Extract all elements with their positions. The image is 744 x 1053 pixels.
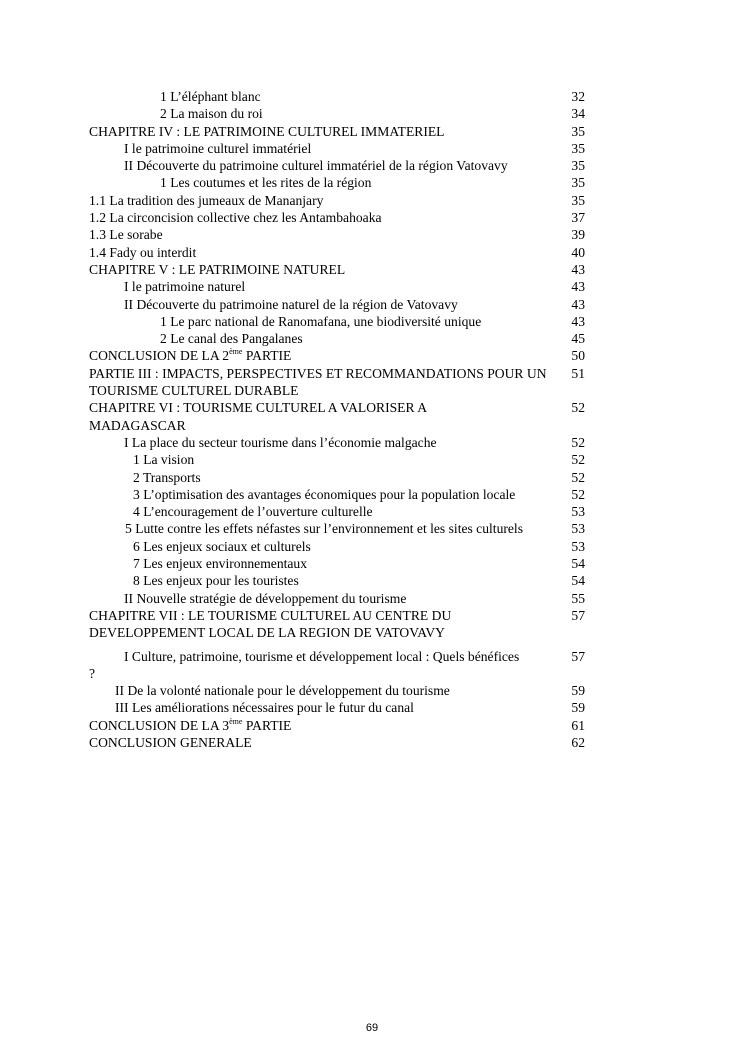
toc-entry-title: CHAPITRE VI : TOURISME CULTUREL A VALORISER A MADAGASCAR [89, 400, 427, 433]
toc-entry-page: 43 [571, 279, 585, 295]
toc-entry-page: 35 [571, 175, 585, 191]
toc-entry-page: 35 [571, 158, 585, 174]
toc-entry [89, 607, 609, 642]
toc-entry [89, 278, 609, 295]
toc-entry-page: 51 [571, 365, 585, 381]
toc-entry [89, 123, 609, 140]
toc-entry [89, 399, 609, 434]
toc-entry-page: 35 [571, 123, 585, 139]
toc-entry-title: I le patrimoine culturel immatériel [124, 140, 312, 156]
toc-entry-title: 7 Les enjeux environnementaux [133, 556, 308, 572]
toc-entry-title: II Découverte du patrimoine culturel immatériel de la région Vatovavy [124, 158, 508, 174]
toc-entry-title: 1 Le parc national de Ranomafana, une biodiversité unique [160, 313, 482, 329]
toc-entry-title: I le patrimoine naturel [124, 279, 246, 295]
toc-entry-page: 59 [571, 700, 585, 716]
toc-entry [89, 244, 609, 261]
toc-entry [89, 648, 609, 683]
toc-entry-title: CONCLUSION GENERALE [89, 734, 252, 750]
toc-entry [89, 209, 609, 226]
toc-entry-page: 40 [571, 244, 585, 260]
toc-entry-title: 1.3 Le sorabe [89, 227, 163, 243]
toc-entry [89, 192, 609, 209]
toc-entry [89, 503, 609, 520]
toc-entry-title: 2 Le canal des Pangalanes [160, 331, 303, 347]
toc-entry-title: 8 Les enjeux pour les touristes [133, 573, 299, 589]
toc-entry-page: 34 [571, 106, 585, 122]
toc-entry [89, 699, 609, 716]
toc-entry-title: 1 L’éléphant blanc [160, 89, 261, 104]
toc-entry [89, 572, 609, 589]
toc-entry [89, 734, 609, 751]
toc-entry-title: 1.4 Fady ou interdit [89, 244, 197, 260]
toc-entry-page: 62 [571, 734, 585, 750]
toc-entry [89, 590, 609, 607]
toc-entry [89, 434, 609, 451]
toc-entry [89, 538, 609, 555]
toc-entry-title: 1 Les coutumes et les rites de la région [160, 175, 372, 191]
toc-entry [89, 682, 609, 699]
toc-entry-title: 1.1 La tradition des jumeaux de Mananjary [89, 192, 324, 208]
toc-entry-page: 57 [571, 648, 585, 664]
toc-entry-page: 52 [571, 452, 585, 468]
toc-entry-page: 54 [571, 556, 585, 572]
toc-entry-title: II De la volonté nationale pour le développement du tourisme [115, 683, 450, 699]
toc-entry [89, 520, 609, 537]
toc-entry-page: 59 [571, 683, 585, 699]
toc-entry-title: I Culture, patrimoine, tourisme et développement local : Quels bénéfices ? [89, 648, 520, 681]
toc-entry-title: 4 L’encouragement de l’ouverture culturelle [133, 504, 373, 520]
toc-entry [89, 347, 609, 364]
toc-entry-page: 50 [571, 348, 585, 364]
toc-entry [89, 226, 609, 243]
toc-entry-page: 45 [571, 331, 585, 347]
toc-entry-title: 2 La maison du roi [160, 106, 263, 122]
toc-entry-title: CHAPITRE V : LE PATRIMOINE NATUREL [89, 261, 346, 277]
toc-entry-title: PARTIE III : IMPACTS, PERSPECTIVES ET RECOMMANDATIONS POUR UN TOURISME CULTUREL DURABLE [89, 365, 547, 399]
toc-entry-page: 53 [571, 504, 585, 520]
toc-entry [89, 486, 609, 503]
toc-entry [89, 296, 609, 313]
toc-entry-page: 52 [571, 469, 585, 485]
toc-entry [89, 469, 609, 486]
toc-entry-page: 52 [571, 486, 585, 502]
page-number: 69 [365, 1022, 379, 1034]
toc-entry-page: 52 [571, 434, 585, 450]
toc-entry-page: 43 [571, 296, 585, 312]
toc-entry [89, 140, 609, 157]
toc-entry-page: 52 [571, 400, 585, 416]
toc-entry-title: II Découverte du patrimoine naturel de la région de Vatovavy [124, 296, 458, 312]
toc-entry-page: 57 [571, 607, 585, 623]
toc-entry-page: 53 [571, 521, 585, 537]
toc-entry-title: CHAPITRE VII : LE TOURISME CULTUREL AU CENTRE DU DEVELOPPEMENT LOCAL DE LA REGION DE VATOVAVY [89, 607, 452, 641]
toc-entry-title: I La place du secteur tourisme dans l’économie malgache [124, 434, 437, 450]
toc-entry [89, 157, 609, 174]
toc-entry [89, 555, 609, 572]
toc-entry-page: 55 [571, 590, 585, 606]
toc-entry-page: 53 [571, 538, 585, 554]
toc-entry-title: 6 Les enjeux sociaux et culturels [133, 538, 311, 554]
toc-entry-page: 35 [571, 140, 585, 156]
toc-entry-page: 39 [571, 227, 585, 243]
toc-entry-page: 32 [571, 89, 585, 104]
toc-entry-page: 54 [571, 573, 585, 589]
toc-entry-title: 1.2 La circoncision collective chez les Antambahoaka [89, 210, 382, 226]
toc-entry-title: CHAPITRE IV : LE PATRIMOINE CULTUREL IMMATERIEL [89, 123, 445, 139]
toc-entry-title: CONCLUSION DE LA 3ème PARTIE [89, 716, 292, 733]
toc-entry [89, 451, 609, 468]
toc-entry-page: 37 [571, 210, 585, 226]
table-of-contents [89, 88, 609, 751]
toc-entry-title: 1 La vision [133, 452, 195, 468]
toc-entry-title: 2 Transports [133, 469, 201, 485]
toc-entry [89, 88, 609, 105]
toc-entry [89, 313, 609, 330]
toc-entry [89, 330, 609, 347]
toc-entry-page: 35 [571, 192, 585, 208]
toc-entry-page: 61 [571, 717, 585, 733]
toc-entry-title: III Les améliorations nécessaires pour le futur du canal [115, 700, 414, 716]
toc-entry-title: II Nouvelle stratégie de développement du tourisme [124, 590, 407, 606]
toc-entry [89, 105, 609, 122]
toc-entry-title: 5 Lutte contre les effets néfastes sur l’environnement et les sites culturels [125, 521, 523, 537]
toc-entry-title: 3 L’optimisation des avantages économiques pour la population locale [133, 486, 516, 502]
toc-entry-page: 43 [571, 313, 585, 329]
toc-entry [89, 717, 609, 734]
toc-entry-title: CONCLUSION DE LA 2ème PARTIE [89, 347, 292, 364]
toc-entry-page: 43 [571, 261, 585, 277]
toc-entry [89, 174, 609, 191]
toc-entry [89, 365, 609, 400]
toc-entry [89, 261, 609, 278]
